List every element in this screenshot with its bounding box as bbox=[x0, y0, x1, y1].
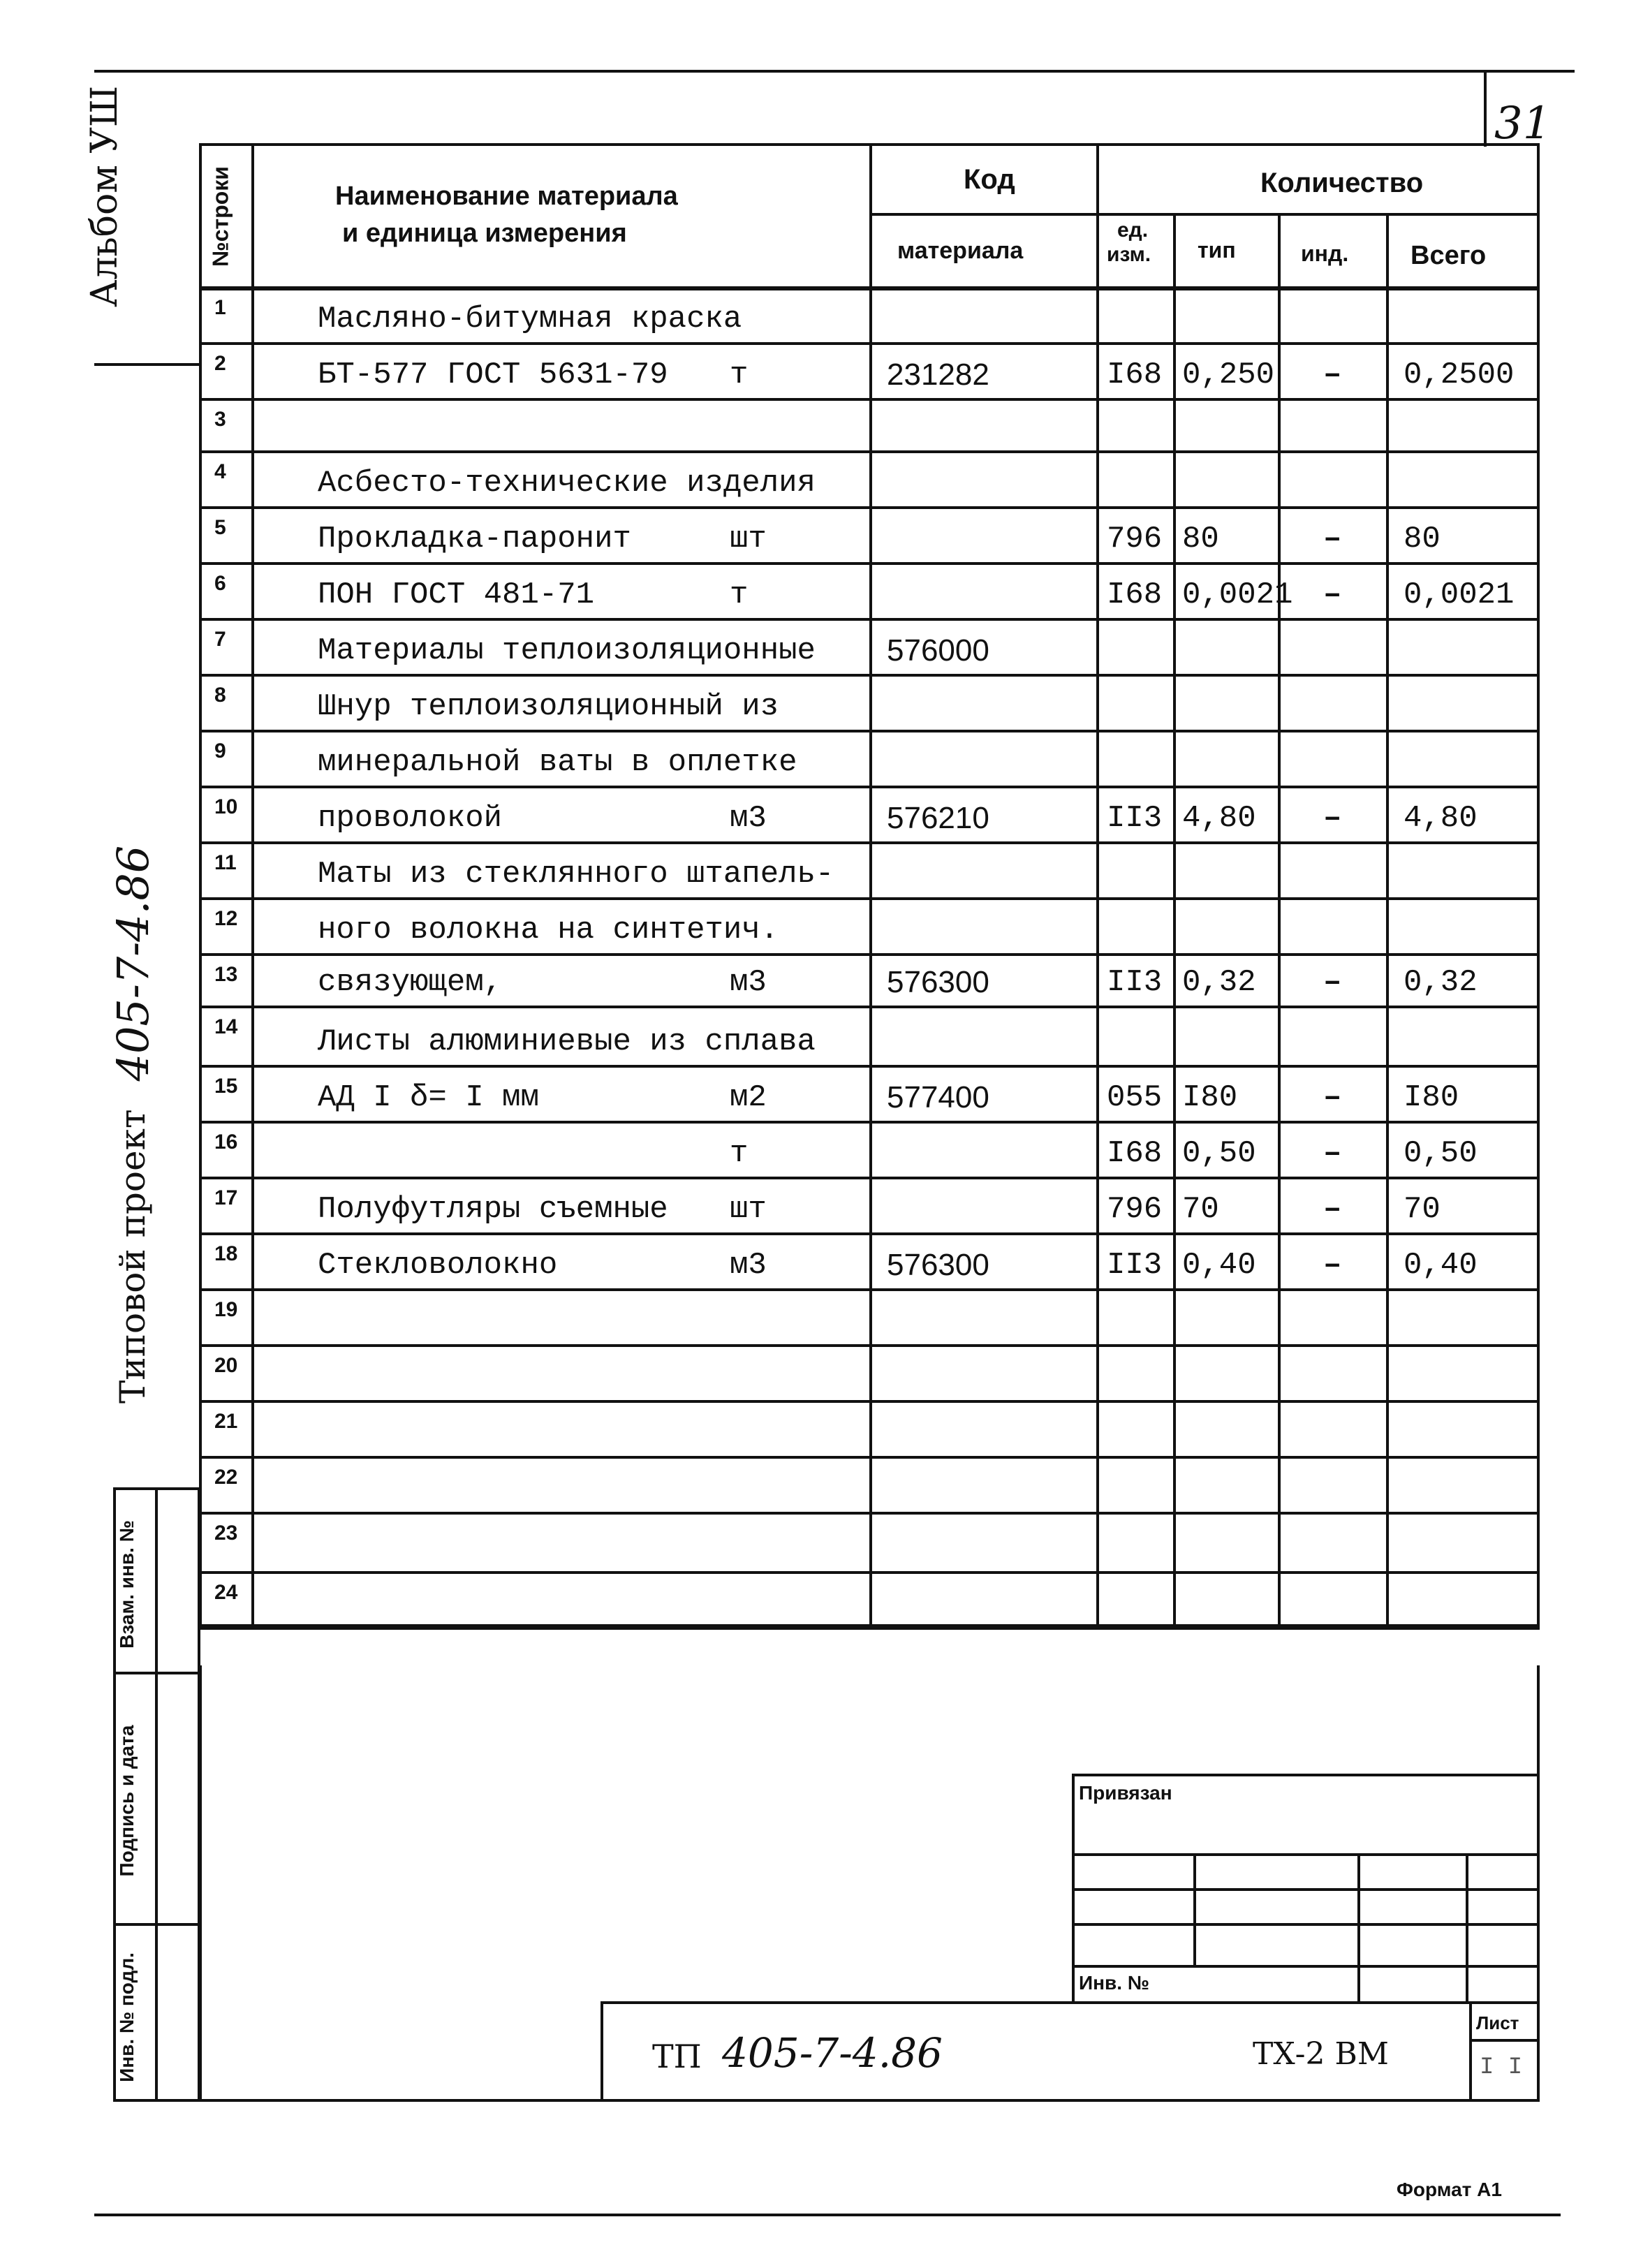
row-total: 0,32 bbox=[1404, 965, 1478, 1000]
row-ed: II3 bbox=[1107, 1248, 1163, 1283]
list-label: Лист bbox=[1476, 2012, 1519, 2033]
materials-table bbox=[199, 143, 1540, 1665]
table-row-line bbox=[199, 841, 1540, 844]
row-code: 577400 bbox=[887, 1080, 989, 1114]
list-divider bbox=[1469, 2004, 1472, 2102]
sheet-number: 31 bbox=[1494, 98, 1552, 149]
privyazan-line4 bbox=[1075, 1965, 1540, 1968]
row-number: 22 bbox=[214, 1466, 238, 1489]
inv-no-label: Инв. № bbox=[1079, 1972, 1150, 1994]
side-stamp-mid bbox=[155, 1490, 158, 2099]
row-number-header: №строки bbox=[207, 166, 233, 267]
table-row-line bbox=[199, 1512, 1540, 1515]
sheet-number-divider bbox=[1484, 70, 1487, 147]
row-ind: – bbox=[1323, 522, 1342, 557]
row-typ: 0,250 bbox=[1182, 358, 1275, 392]
project-label-block bbox=[105, 845, 161, 1404]
row-name: АД I δ= I мм bbox=[318, 1080, 539, 1115]
row-number: 8 bbox=[214, 684, 226, 707]
side-stamp-sep2 bbox=[116, 1923, 198, 1926]
ind-header: инд. bbox=[1301, 241, 1349, 266]
row-unit: м3 bbox=[730, 801, 767, 836]
row-name: Материалы теплоизоляционные bbox=[318, 633, 816, 668]
table-row-line bbox=[199, 1344, 1540, 1347]
row-name: связующем, bbox=[318, 965, 503, 1000]
row-name: Полуфутляры съемные bbox=[318, 1192, 668, 1227]
total-header: Всего bbox=[1410, 241, 1487, 270]
table-col-line bbox=[1278, 213, 1281, 1627]
material-header: материала bbox=[897, 237, 1024, 264]
table-col-line bbox=[1096, 143, 1099, 1627]
row-total: 4,80 bbox=[1404, 801, 1478, 836]
row-unit: м2 bbox=[730, 1080, 767, 1115]
list-value: I I bbox=[1480, 2054, 1523, 2081]
table-row-line bbox=[199, 730, 1540, 732]
row-unit: м3 bbox=[730, 965, 767, 1000]
row-number: 7 bbox=[214, 628, 226, 651]
row-number: 21 bbox=[214, 1410, 238, 1433]
row-number: 13 bbox=[214, 963, 238, 986]
table-row-line bbox=[199, 1456, 1540, 1459]
row-number: 24 bbox=[214, 1581, 238, 1604]
table-row-line bbox=[199, 1232, 1540, 1235]
side-stamp-sep1 bbox=[116, 1672, 198, 1674]
row-ed: I68 bbox=[1107, 358, 1163, 392]
project-label: Типовой проект bbox=[112, 1109, 153, 1404]
album-label: Альбом УШ bbox=[84, 85, 126, 307]
table-row-line bbox=[199, 1627, 1540, 1630]
row-number: 5 bbox=[214, 516, 226, 539]
row-typ: I80 bbox=[1182, 1080, 1238, 1115]
row-total: 0,40 bbox=[1404, 1248, 1478, 1283]
row-number: 23 bbox=[214, 1522, 238, 1545]
header-sub-line bbox=[869, 213, 1540, 216]
row-unit: т bbox=[730, 577, 749, 612]
row-ed: 796 bbox=[1107, 522, 1163, 557]
album-divider bbox=[94, 363, 199, 366]
row-number: 4 bbox=[214, 460, 226, 483]
project-number: 405-7-4.86 bbox=[107, 845, 159, 1082]
row-name: Прокладка-паронит bbox=[318, 522, 631, 557]
row-ed: I68 bbox=[1107, 1136, 1163, 1171]
table-row-line bbox=[199, 1288, 1540, 1291]
row-code: 576210 bbox=[887, 801, 989, 835]
row-name: проволокой bbox=[318, 801, 503, 836]
table-row-line bbox=[199, 562, 1540, 565]
table-row-line bbox=[199, 786, 1540, 788]
row-ind: – bbox=[1323, 801, 1342, 836]
row-ind: – bbox=[1323, 1248, 1342, 1283]
row-code: 231282 bbox=[887, 358, 989, 392]
row-total: 80 bbox=[1404, 522, 1441, 557]
list-hline bbox=[1469, 2039, 1540, 2042]
table-row-line bbox=[199, 1571, 1540, 1574]
row-number: 18 bbox=[214, 1242, 238, 1265]
row-name: Масляно-битумная краска bbox=[318, 302, 742, 337]
row-ind: – bbox=[1323, 1136, 1342, 1171]
table-row-line bbox=[199, 1177, 1540, 1179]
row-ed: I68 bbox=[1107, 577, 1163, 612]
name-header-line2: и единица измерения bbox=[342, 219, 627, 248]
row-ed: 796 bbox=[1107, 1192, 1163, 1227]
row-number: 10 bbox=[214, 795, 238, 818]
row-ind: – bbox=[1323, 1192, 1342, 1227]
table-row-line bbox=[199, 897, 1540, 900]
row-ed: II3 bbox=[1107, 801, 1163, 836]
privyazan-line1 bbox=[1075, 1853, 1540, 1856]
table-row-line bbox=[199, 506, 1540, 509]
row-typ: 0,40 bbox=[1182, 1248, 1256, 1283]
row-unit: шт bbox=[730, 1192, 767, 1227]
bottom-border bbox=[94, 2214, 1561, 2216]
privyazan-col1 bbox=[1193, 1853, 1196, 1965]
row-number: 3 bbox=[214, 408, 226, 431]
table-row-line bbox=[199, 674, 1540, 677]
row-name: минеральной ваты в оплетке bbox=[318, 745, 797, 780]
row-ind: – bbox=[1323, 1080, 1342, 1115]
row-number: 2 bbox=[214, 352, 226, 375]
doc-code: ТХ-2 ВМ bbox=[1253, 2036, 1389, 2072]
table-col-line bbox=[251, 143, 254, 1627]
row-name: Шнур теплоизоляционный из bbox=[318, 689, 779, 724]
row-number: 19 bbox=[214, 1298, 238, 1321]
table-col-line bbox=[869, 143, 872, 1627]
row-total: 0,0021 bbox=[1404, 577, 1515, 612]
typ-header: тип bbox=[1198, 237, 1236, 263]
row-number: 9 bbox=[214, 739, 226, 763]
side-stamp bbox=[113, 1487, 200, 2102]
tp-number: 405-7-4.86 bbox=[722, 2029, 943, 2077]
table-row-line bbox=[199, 618, 1540, 621]
title-block bbox=[601, 2001, 1540, 2102]
row-name: ПОН ГОСТ 481-71 bbox=[318, 577, 595, 612]
row-ind: – bbox=[1323, 358, 1342, 392]
row-ind: – bbox=[1323, 965, 1342, 1000]
row-total: 0,50 bbox=[1404, 1136, 1478, 1171]
quantity-header: Количество bbox=[1260, 168, 1424, 198]
table-row-line bbox=[199, 398, 1540, 401]
row-typ: 80 bbox=[1182, 522, 1219, 557]
row-ind: – bbox=[1323, 577, 1342, 612]
privyazan-block bbox=[1072, 1774, 1540, 2004]
table-col-line bbox=[1173, 213, 1176, 1627]
row-typ: 0,0021 bbox=[1182, 577, 1293, 612]
row-ed: 055 bbox=[1107, 1080, 1163, 1115]
row-number: 16 bbox=[214, 1131, 238, 1154]
row-number: 14 bbox=[214, 1015, 238, 1038]
table-row-line bbox=[199, 342, 1540, 345]
row-unit: шт bbox=[730, 522, 767, 557]
row-number: 11 bbox=[214, 851, 237, 874]
row-unit: т bbox=[730, 358, 749, 392]
row-name: Стекловолокно bbox=[318, 1248, 558, 1283]
row-number: 12 bbox=[214, 907, 238, 930]
row-total: 70 bbox=[1404, 1192, 1441, 1227]
row-number: 15 bbox=[214, 1075, 238, 1098]
row-unit: м3 bbox=[730, 1248, 767, 1283]
privyazan-line3 bbox=[1075, 1923, 1540, 1926]
row-name: ного волокна на синтетич. bbox=[318, 913, 779, 948]
row-code: 576000 bbox=[887, 633, 989, 668]
row-typ: 0,50 bbox=[1182, 1136, 1256, 1171]
privyazan-label: Привязан bbox=[1079, 1782, 1172, 1804]
row-typ: 4,80 bbox=[1182, 801, 1256, 836]
top-border bbox=[94, 70, 1575, 73]
row-number: 6 bbox=[214, 572, 226, 595]
privyazan-line2 bbox=[1075, 1888, 1540, 1891]
table-row-line bbox=[199, 1121, 1540, 1124]
table-row-line bbox=[199, 1400, 1540, 1403]
unit-header-line1: ед. bbox=[1117, 219, 1149, 242]
tp-label: ТП bbox=[652, 2038, 702, 2075]
frame-left-lower bbox=[199, 1665, 202, 2102]
table-row-line bbox=[199, 286, 1540, 290]
row-ed: II3 bbox=[1107, 965, 1163, 1000]
row-number: 1 bbox=[214, 296, 226, 319]
row-name: Листы алюминиевые из сплава bbox=[318, 1024, 816, 1059]
table-row-line bbox=[199, 953, 1540, 956]
row-unit: т bbox=[730, 1136, 749, 1171]
podpis-data-label: Подпись и дата bbox=[116, 1725, 138, 1877]
privyazan-col3 bbox=[1466, 1853, 1468, 2004]
row-name: Маты из стеклянного штапель- bbox=[318, 857, 834, 892]
format-label: Формат А1 bbox=[1397, 2179, 1502, 2200]
row-typ: 70 bbox=[1182, 1192, 1219, 1227]
table-row-line bbox=[199, 450, 1540, 453]
table-row-line bbox=[199, 1065, 1540, 1068]
row-number: 17 bbox=[214, 1186, 238, 1209]
row-name: Асбесто-технические изделия bbox=[318, 466, 816, 501]
row-code: 576300 bbox=[887, 965, 989, 999]
inv-podl-label: Инв. № подл. bbox=[116, 1952, 138, 2082]
privyazan-col2 bbox=[1357, 1853, 1360, 2004]
table-row-line bbox=[199, 1006, 1540, 1008]
row-name: БТ-577 ГОСТ 5631-79 bbox=[318, 358, 668, 392]
name-header-line1: Наименование материала bbox=[335, 182, 678, 211]
table-col-line bbox=[1386, 213, 1389, 1627]
row-code: 576300 bbox=[887, 1248, 989, 1282]
unit-header-line2: изм. bbox=[1107, 243, 1151, 266]
row-typ: 0,32 bbox=[1182, 965, 1256, 1000]
row-number: 20 bbox=[214, 1354, 238, 1377]
row-total: I80 bbox=[1404, 1080, 1459, 1115]
vzam-inv-label: Взам. инв. № bbox=[116, 1520, 138, 1649]
code-header: Код bbox=[964, 164, 1015, 195]
row-total: 0,2500 bbox=[1404, 358, 1515, 392]
